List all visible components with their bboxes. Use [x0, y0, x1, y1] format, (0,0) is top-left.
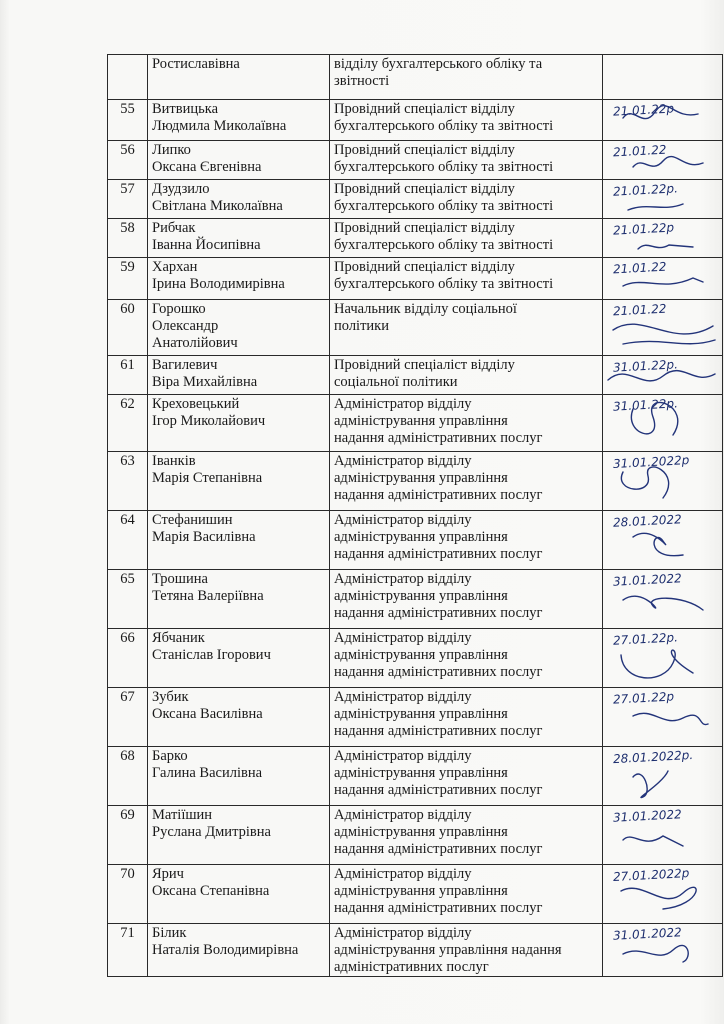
position-line: надання адміністративних послуг	[334, 841, 543, 857]
employee-given-names: Ігор Миколайович	[152, 413, 266, 429]
signature-stroke	[623, 278, 703, 286]
signature-stroke	[623, 945, 688, 962]
signature-stroke	[621, 650, 693, 678]
signature-cell	[603, 55, 723, 100]
position-line: адміністративних послуг	[334, 959, 489, 975]
employee-given-names: Наталія Володимирівна	[152, 942, 299, 958]
position-line: адміністрування управління	[334, 413, 508, 429]
row-number-cell: 61	[108, 356, 148, 395]
table-row	[108, 924, 723, 977]
employee-given-names: Оксана Василівна	[152, 706, 263, 722]
employee-name-cell	[148, 356, 330, 395]
employee-given-names: Оксана Степанівна	[152, 883, 270, 899]
handwritten-signature	[603, 180, 723, 218]
employee-name-cell	[148, 629, 330, 688]
position-line: бухгалтерського обліку та звітності	[334, 237, 554, 253]
employee-name-cell	[148, 180, 330, 219]
position-line: Провідний спеціаліст відділу	[334, 357, 515, 373]
table-row	[108, 100, 723, 141]
position-cell	[330, 356, 603, 395]
employee-name-cell	[148, 395, 330, 452]
employee-given-names: Руслана Дмитрівна	[152, 824, 271, 840]
employee-name-cell	[148, 100, 330, 141]
table-row	[108, 865, 723, 924]
table-row	[108, 688, 723, 747]
row-number-cell: 63	[108, 452, 148, 511]
signature-cell	[603, 511, 723, 570]
signature-cell	[603, 395, 723, 452]
position-line: звітності	[334, 73, 390, 89]
employee-name-cell	[148, 806, 330, 865]
signature-date: 21.01.22р	[612, 101, 675, 119]
position-cell	[330, 924, 603, 977]
position-line: надання адміністративних послуг	[334, 664, 543, 680]
signature-date: 21.01.22	[612, 259, 667, 277]
signature-date: 27.01.2022р	[612, 866, 690, 884]
row-number-cell: 65	[108, 570, 148, 629]
employee-name-cell	[148, 570, 330, 629]
table-row	[108, 629, 723, 688]
employee-name-cell	[148, 511, 330, 570]
handwritten-signature	[603, 356, 723, 394]
signature-date: 31.01.2022	[612, 571, 683, 589]
position-line: надання адміністративних послуг	[334, 430, 543, 446]
signature-cell	[603, 570, 723, 629]
employee-surname: Матіїшин	[152, 807, 213, 823]
signature-cell	[603, 219, 723, 258]
position-line: Адміністратор відділу	[334, 453, 472, 469]
employee-name-cell	[148, 141, 330, 180]
handwritten-signature	[603, 219, 723, 257]
signature-cell	[603, 356, 723, 395]
table-row	[108, 511, 723, 570]
position-line: Адміністратор відділу	[334, 630, 472, 646]
signature-stroke	[623, 106, 698, 119]
employee-name-cell	[148, 300, 330, 356]
employee-surname: Витвицька	[152, 101, 219, 117]
signature-stroke	[638, 245, 693, 249]
signature-stroke	[633, 771, 668, 798]
employee-name-cell	[148, 747, 330, 806]
position-line: адміністрування управління	[334, 470, 508, 486]
position-line: Адміністратор відділу	[334, 807, 472, 823]
employee-given-names: Іванна Йосипівна	[152, 237, 261, 253]
table-row-continued	[108, 55, 723, 100]
position-cell	[330, 688, 603, 747]
signature-date: 28.01.2022р.	[612, 747, 694, 767]
signature-stroke	[608, 371, 715, 381]
handwritten-signature	[603, 806, 723, 864]
employee-surname: Рибчак	[152, 220, 196, 236]
signature-cell	[603, 688, 723, 747]
employee-given-names: Анатолійович	[152, 335, 238, 351]
row-number-cell: 59	[108, 258, 148, 300]
table-row	[108, 570, 723, 629]
position-line: Адміністратор відділу	[334, 748, 472, 764]
employee-given-names: Тетяна Валеріївна	[152, 588, 264, 604]
position-cell	[330, 258, 603, 300]
position-line: надання адміністративних послуг	[334, 782, 543, 798]
position-line: Провідний спеціаліст відділу	[334, 142, 515, 158]
row-number-cell: 60	[108, 300, 148, 356]
handwritten-signature	[603, 865, 723, 923]
signature-cell	[603, 806, 723, 865]
signature-date: 27.01.22р.	[612, 630, 679, 648]
employee-surname: Дзудзило	[152, 181, 210, 197]
employee-surname: Ярич	[152, 866, 184, 882]
position-line: адміністрування управління	[334, 706, 508, 722]
position-line: Адміністратор відділу	[334, 512, 472, 528]
table-row	[108, 141, 723, 180]
signature-stroke	[628, 204, 683, 210]
position-line: адміністрування управління	[334, 824, 508, 840]
signature-stroke	[623, 836, 683, 846]
signature-cell	[603, 100, 723, 141]
position-cell	[330, 865, 603, 924]
position-cell	[330, 300, 603, 356]
position-line: Провідний спеціаліст відділу	[334, 101, 515, 117]
signature-cell	[603, 300, 723, 356]
position-line: адміністрування управління надання	[334, 942, 562, 958]
employee-given-names: Людмила Миколаївна	[152, 118, 287, 134]
staff-signature-table	[107, 54, 723, 977]
employee-surname: Горошко	[152, 301, 206, 317]
row-number-cell: 71	[108, 924, 148, 977]
handwritten-signature	[603, 100, 723, 140]
employee-surname: Креховецький	[152, 396, 240, 412]
position-line: Адміністратор відділу	[334, 866, 472, 882]
handwritten-signature	[603, 570, 723, 628]
position-cell	[330, 570, 603, 629]
signature-date: 31.01.2022	[612, 925, 683, 943]
position-line: адміністрування управління	[334, 765, 508, 781]
signature-date: 27.01.22р	[612, 689, 675, 707]
handwritten-signature	[603, 688, 723, 746]
employee-name-cell	[148, 452, 330, 511]
signature-date: 21.01.22	[612, 142, 667, 160]
position-line: надання адміністративних послуг	[334, 487, 543, 503]
employee-name-cell	[148, 55, 330, 100]
table-row	[108, 258, 723, 300]
signature-stroke	[623, 596, 703, 610]
position-cell	[330, 180, 603, 219]
position-cell	[330, 806, 603, 865]
employee-surname: Білик	[152, 925, 187, 941]
table-row	[108, 219, 723, 258]
position-cell	[330, 100, 603, 141]
signature-stroke	[633, 533, 683, 555]
row-number-cell	[108, 55, 148, 100]
signature-date: 31.01.22р.	[612, 396, 679, 414]
signature-cell	[603, 452, 723, 511]
position-line: Начальник відділу соціальної	[334, 301, 517, 317]
table-row	[108, 180, 723, 219]
position-cell	[330, 219, 603, 258]
employee-given-names: Світлана Миколаївна	[152, 198, 283, 214]
position-line: надання адміністративних послуг	[334, 723, 543, 739]
table-row	[108, 395, 723, 452]
employee-name-cell	[148, 865, 330, 924]
position-line: відділу бухгалтерського обліку та	[334, 56, 543, 72]
handwritten-signature	[603, 924, 723, 976]
handwritten-signature	[603, 511, 723, 569]
employee-name-cell	[148, 688, 330, 747]
row-number-cell: 69	[108, 806, 148, 865]
signature-cell	[603, 180, 723, 219]
handwritten-signature	[603, 141, 723, 179]
table-row	[108, 452, 723, 511]
signature-stroke	[621, 887, 696, 909]
handwritten-signature	[603, 258, 723, 299]
position-line: Адміністратор відділу	[334, 396, 472, 412]
table-row	[108, 747, 723, 806]
employee-given-names: Марія Степанівна	[152, 470, 263, 486]
position-line: надання адміністративних послуг	[334, 900, 543, 916]
employee-given-names: Станіслав Ігорович	[152, 647, 271, 663]
position-line: соціальної політики	[334, 374, 458, 390]
position-cell	[330, 141, 603, 180]
row-number-cell: 58	[108, 219, 148, 258]
employee-name-cell	[148, 924, 330, 977]
row-number-cell: 57	[108, 180, 148, 219]
signature-stroke	[613, 324, 715, 344]
position-line: Провідний спеціаліст відділу	[334, 181, 515, 197]
position-line: бухгалтерського обліку та звітності	[334, 276, 554, 292]
row-number-cell: 55	[108, 100, 148, 141]
signature-date: 31.01.2022р	[612, 453, 690, 471]
position-line: політики	[334, 318, 389, 334]
position-line: надання адміністративних послуг	[334, 546, 543, 562]
signature-cell	[603, 629, 723, 688]
employee-surname: Липко	[152, 142, 191, 158]
signature-stroke	[633, 157, 703, 167]
row-number-cell: 62	[108, 395, 148, 452]
employee-surname: Трошина	[152, 571, 208, 587]
signature-date: 21.01.22р	[612, 220, 675, 238]
table-row	[108, 356, 723, 395]
employee-name-cell	[148, 219, 330, 258]
signature-stroke	[621, 467, 668, 498]
employee-given-names: Марія Василівна	[152, 529, 256, 545]
table-row	[108, 806, 723, 865]
table-row	[108, 300, 723, 356]
employee-surname: Іванків	[152, 453, 196, 469]
row-number-cell: 66	[108, 629, 148, 688]
handwritten-signature	[603, 629, 723, 687]
handwritten-signature	[603, 452, 723, 510]
position-cell	[330, 511, 603, 570]
position-cell	[330, 452, 603, 511]
row-number-cell: 68	[108, 747, 148, 806]
signature-date: 28.01.2022	[612, 512, 683, 530]
table-body	[108, 55, 723, 977]
position-line: бухгалтерського обліку та звітності	[334, 198, 554, 214]
signature-date: 21.01.22	[612, 301, 667, 319]
row-number-cell: 64	[108, 511, 148, 570]
handwritten-signature	[603, 747, 723, 805]
employee-surname: Зубик	[152, 689, 189, 705]
employee-name-cell	[148, 258, 330, 300]
employee-given-names: Оксана Євгенівна	[152, 159, 262, 175]
position-line: адміністрування управління	[334, 529, 508, 545]
employee-surname: Барко	[152, 748, 188, 764]
signature-stroke	[631, 402, 677, 435]
employee-given-names: Олександр	[152, 318, 219, 334]
position-line: Адміністратор відділу	[334, 571, 472, 587]
signature-cell	[603, 747, 723, 806]
signature-cell	[603, 865, 723, 924]
signature-cell	[603, 141, 723, 180]
employee-given-names: Віра Михайлівна	[152, 374, 258, 390]
signature-date: 31.01.2022	[612, 807, 683, 825]
position-cell	[330, 395, 603, 452]
signature-cell	[603, 924, 723, 977]
position-cell	[330, 747, 603, 806]
position-line: адміністрування управління	[334, 883, 508, 899]
position-cell	[330, 55, 603, 100]
employee-surname: Хархан	[152, 259, 198, 275]
row-number-cell: 70	[108, 865, 148, 924]
position-line: адміністрування управління	[334, 647, 508, 663]
position-cell	[330, 629, 603, 688]
position-line: бухгалтерського обліку та звітності	[334, 118, 554, 134]
signature-stroke	[633, 713, 708, 724]
row-number-cell: 67	[108, 688, 148, 747]
signature-date: 31.01.22р.	[612, 357, 679, 375]
position-line: бухгалтерського обліку та звітності	[334, 159, 554, 175]
handwritten-signature	[603, 300, 723, 355]
signature-date: 21.01.22р.	[612, 181, 679, 199]
employee-surname: Ябчаник	[152, 630, 205, 646]
employee-name-line: Ростиславівна	[152, 56, 240, 72]
employee-surname: Стефанишин	[152, 512, 233, 528]
employee-given-names: Галина Василівна	[152, 765, 263, 781]
signature-cell	[603, 258, 723, 300]
position-line: Адміністратор відділу	[334, 689, 472, 705]
handwritten-signature	[603, 395, 723, 451]
row-number-cell: 56	[108, 141, 148, 180]
position-line: Провідний спеціаліст відділу	[334, 220, 515, 236]
position-line: Провідний спеціаліст відділу	[334, 259, 515, 275]
position-line: надання адміністративних послуг	[334, 605, 543, 621]
position-line: адміністрування управління	[334, 588, 508, 604]
employee-surname: Вагилевич	[152, 357, 218, 373]
employee-given-names: Ірина Володимирівна	[152, 276, 285, 292]
position-line: Адміністратор відділу	[334, 925, 472, 941]
